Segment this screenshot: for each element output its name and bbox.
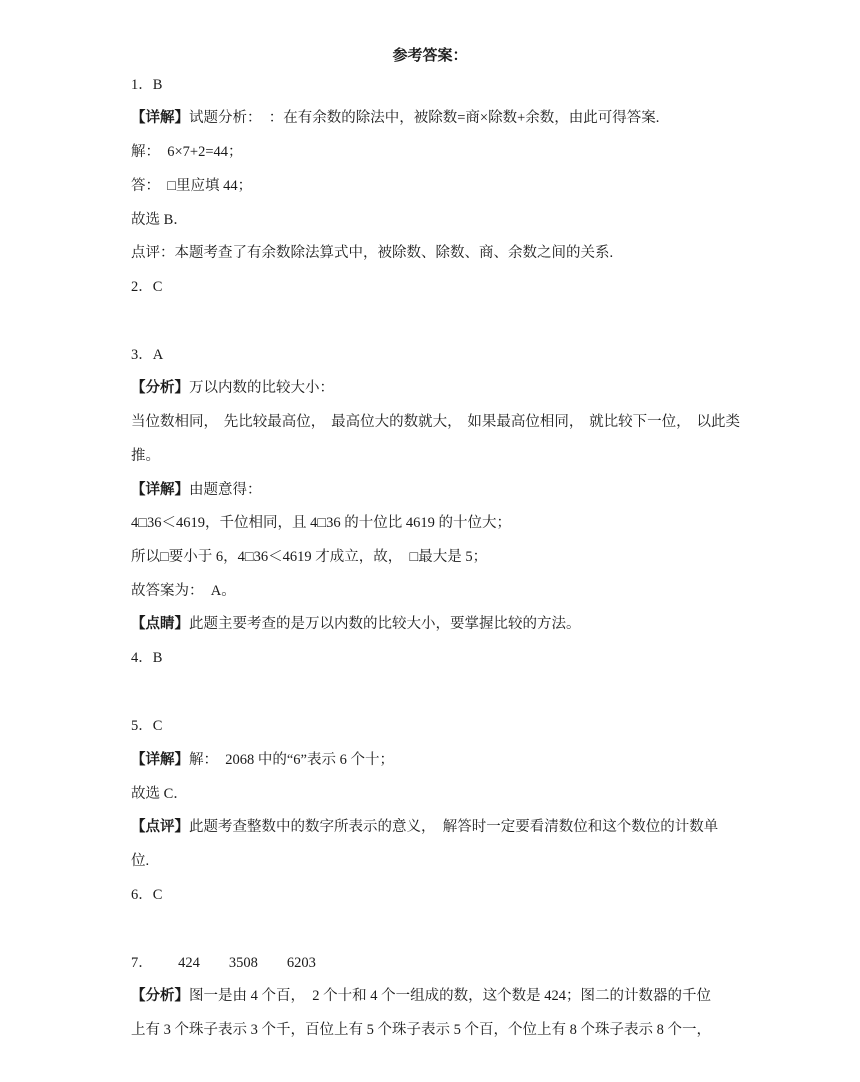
line-text: 此题主要考查的是万以内数的比较大小，要掌握比较的方法。 [189, 616, 581, 632]
answer-line [131, 851, 740, 871]
answer-line [131, 142, 740, 162]
answer-line [131, 716, 740, 736]
line-text: 位. [131, 853, 150, 869]
answer-line [131, 210, 740, 230]
section-tag: 【点评】 [131, 819, 189, 835]
section-tag: 【详解】 [131, 110, 189, 126]
line-text: 此题考查整数中的数字所表示的意义， 解答时一定要看清数位和这个数位的计数单 [189, 819, 719, 835]
line-text: 7． 424 3508 6203 [131, 955, 316, 971]
line-text: 4□36＜4619，千位相同，且 4□36 的十位比 4619 的十位大； [131, 515, 512, 531]
line-text: 3．A [131, 347, 164, 363]
line-text: 试题分析： ：在有余数的除法中，被除数=商×除数+余数，由此可得答案. [189, 110, 660, 126]
line-segment: 如果最高位相同， [467, 414, 584, 430]
line-text: 1．B [131, 77, 163, 93]
section-tag: 【分析】 [131, 380, 189, 396]
line-segment: 以此类 [696, 414, 740, 430]
answer-line [131, 953, 740, 973]
answer-line [131, 378, 740, 398]
line-text: 万以内数的比较大小： [189, 380, 334, 396]
answer-line [131, 480, 740, 500]
line-text: 解： 2068 中的“6”表示 6 个十； [189, 752, 394, 768]
answer-title: 参考答案： [392, 48, 468, 64]
line-text: 6．C [131, 887, 163, 903]
line-text: 点评：本题考查了有余数除法算式中，被除数、除数、商、余数之间的关系. [131, 245, 614, 261]
answer-line [131, 1020, 740, 1040]
line-segment: 最高位大的数就大， [331, 414, 462, 430]
line-text: 故选 B． [131, 212, 188, 228]
section-tag: 【详解】 [131, 482, 189, 498]
answer-line [131, 614, 740, 634]
answer-line [131, 986, 740, 1006]
answer-line [131, 885, 740, 905]
answer-line [131, 817, 740, 837]
answer-line [131, 648, 740, 668]
line-text: 2．C [131, 279, 163, 295]
answer-line [131, 513, 740, 533]
line-text: 5．C [131, 718, 163, 734]
line-text: 图一是由 4 个百， 2 个十和 4 个一组成的数，这个数是 424；图二的计数器的千位 [189, 988, 711, 1004]
line-segment: 先比较最高位， [223, 414, 326, 430]
section-tag: 【分析】 [131, 988, 189, 1004]
answer-line [131, 75, 740, 95]
line-text: 故选 C． [131, 786, 188, 802]
line-text: 所以□要小于 6，4□36＜4619 才成立，故， □最大是 5； [131, 549, 488, 565]
line-text: 答： □里应填 44； [131, 178, 253, 194]
answer-line [131, 108, 740, 128]
line-segment: 就比较下一位， [589, 414, 691, 430]
line-segment: 当位数相同， [131, 414, 218, 430]
answer-line [131, 547, 740, 567]
answer-line [131, 446, 740, 466]
answer-line [131, 345, 740, 365]
section-tag: 【详解】 [131, 752, 189, 768]
answer-line [131, 176, 740, 196]
line-text: 由题意得： [189, 482, 262, 498]
answer-line [131, 412, 740, 432]
line-text: 解： 6×7+2=44； [131, 144, 243, 160]
line-text: 4．B [131, 650, 163, 666]
section-tag: 【点睛】 [131, 616, 189, 632]
answer-line [131, 750, 740, 770]
answer-line [131, 243, 740, 263]
line-text: 推。 [131, 448, 160, 464]
line-text: 故答案为： A。 [131, 583, 236, 599]
answer-line [131, 784, 740, 804]
answer-line [131, 581, 740, 601]
line-text: 上有 3 个珠子表示 3 个千，百位上有 5 个珠子表示 5 个百，个位上有 8 个珠子表示 8 个一， [131, 1022, 711, 1038]
answer-line [131, 277, 740, 297]
